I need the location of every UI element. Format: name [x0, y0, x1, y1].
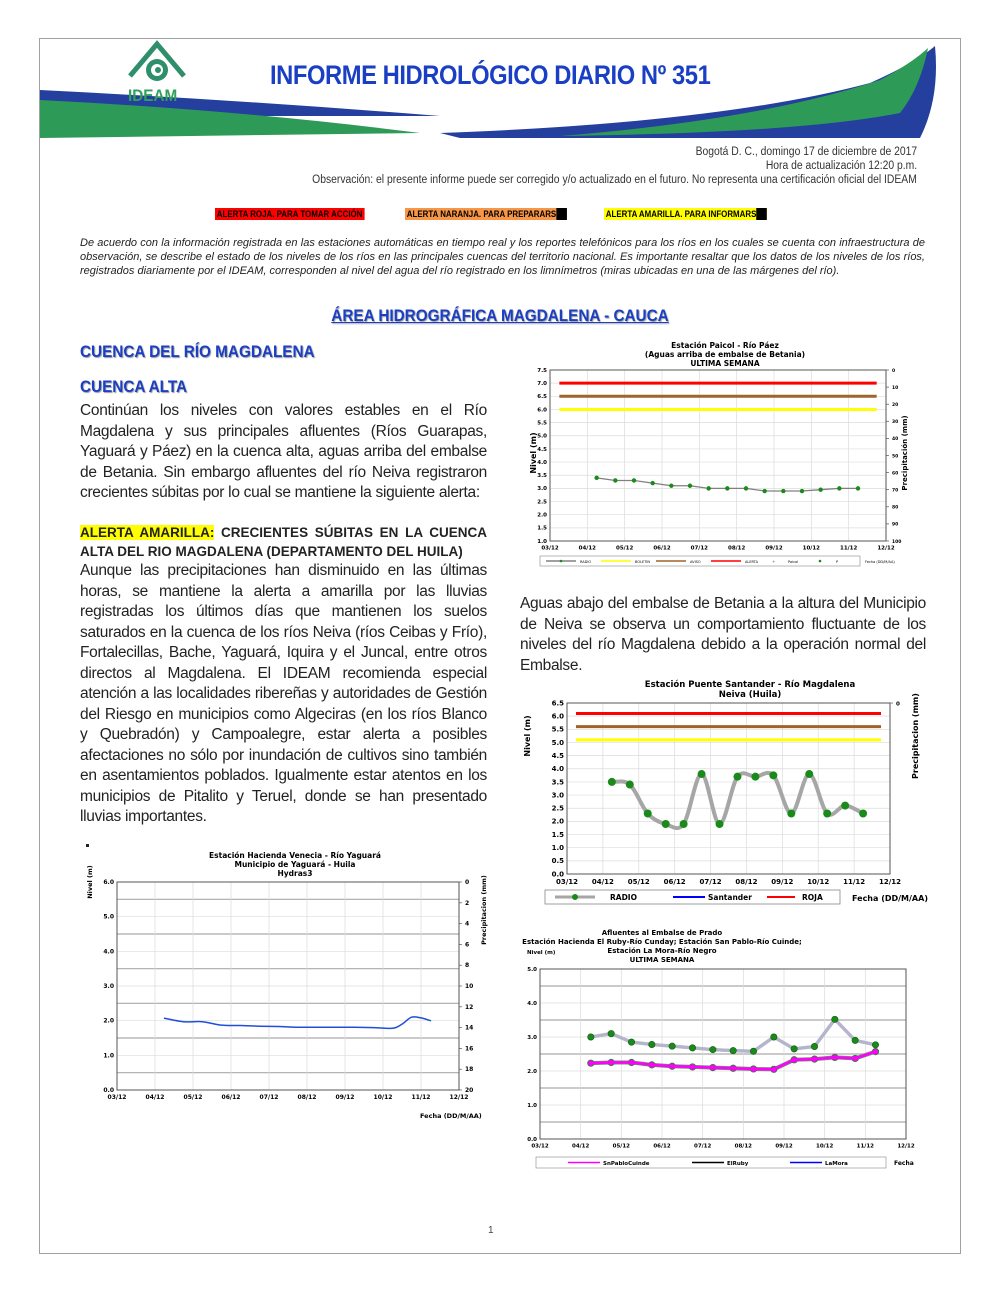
page-number: 1: [488, 1225, 494, 1236]
svg-text:07/12: 07/12: [690, 545, 708, 552]
svg-text:BOLETIN: BOLETIN: [635, 560, 651, 564]
svg-text:03/12: 03/12: [107, 1094, 127, 1101]
svg-text:07/12: 07/12: [699, 878, 722, 886]
svg-text:0.0: 0.0: [551, 870, 564, 879]
svg-text:14: 14: [465, 1024, 474, 1032]
svg-text:11/12: 11/12: [840, 545, 858, 552]
svg-text:08/12: 08/12: [734, 1143, 752, 1150]
svg-text:16: 16: [465, 1045, 474, 1053]
svg-text:Estación La Mora-Río Negro: Estación La Mora-Río Negro: [607, 947, 717, 955]
chart-afluentes-prado: [510, 925, 930, 1175]
y2-axis-label: Precipitación (mm): [901, 415, 909, 491]
svg-text:2: 2: [465, 899, 470, 907]
alert-yellow-legend: ALERTA AMARILLA. PARA INFORMARS: [604, 208, 767, 220]
svg-text:3.5: 3.5: [551, 778, 564, 787]
svg-text:60: 60: [892, 471, 899, 477]
svg-text:04/12: 04/12: [145, 1094, 165, 1101]
svg-text:08/12: 08/12: [297, 1094, 317, 1101]
svg-text:07/12: 07/12: [259, 1094, 279, 1101]
svg-text:4.0: 4.0: [551, 765, 564, 774]
svg-text:4.0: 4.0: [103, 948, 114, 956]
svg-text:ULTIMA SEMANA: ULTIMA SEMANA: [629, 956, 695, 964]
svg-text:LaMora: LaMora: [825, 1161, 848, 1167]
y-axis-label: Nivel (m): [527, 950, 556, 956]
chart-title: Afluentes al Embalse de Prado: [601, 929, 723, 937]
update-time: Hora de actualización 12:20 p.m.: [765, 160, 917, 172]
svg-text:7.0: 7.0: [537, 380, 547, 387]
svg-text:08/12: 08/12: [728, 545, 746, 552]
svg-text:08/12: 08/12: [735, 878, 758, 886]
alert-orange-legend: ALERTA NARANJA. PARA PREPARARS: [405, 208, 567, 220]
svg-text:3.5: 3.5: [537, 473, 547, 480]
svg-text:4.5: 4.5: [551, 751, 564, 760]
svg-text:AVISO: AVISO: [690, 560, 701, 564]
svg-text:12/12: 12/12: [877, 545, 895, 552]
chart-title: Estación Puente Santander - Río Magdalena: [644, 680, 856, 690]
svg-text:P: P: [836, 560, 839, 564]
svg-text:Santander: Santander: [708, 893, 752, 902]
y-axis-label: Nivel (m): [86, 865, 94, 899]
svg-text:12: 12: [465, 1003, 474, 1011]
svg-text:6.0: 6.0: [103, 879, 114, 886]
svg-text:11/12: 11/12: [856, 1143, 874, 1150]
svg-text:05/12: 05/12: [616, 545, 634, 552]
svg-text:50: 50: [892, 454, 899, 460]
svg-text:ROJA: ROJA: [802, 893, 823, 902]
area-title: ÁREA HIDROGRÁFICA MAGDALENA - CAUCA: [331, 306, 669, 325]
svg-text:1.0: 1.0: [551, 844, 564, 853]
svg-text:Fecha: Fecha: [894, 1160, 914, 1167]
svg-text:6.5: 6.5: [551, 699, 564, 708]
intro-paragraph: De acuerdo con la información registrada en las estaciones automáticas en tiempo real y los reportes telefónicos para los ríos en los cuales se cuenta con infraestructura de observación, se describe el estado de los niveles de los ríos en las principales cuencas del territorio nacional. Es importante resaltar que los datos de los niveles de los ríos, registrados diariamente por el IDEAM, corresponden al nivel del agua del río registrado en los limnímetros (miras ubicadas en una de las márgenes del río).: [80, 237, 925, 277]
svg-text:Fecha (DD/M/AA): Fecha (DD/M/AA): [420, 1112, 482, 1120]
svg-text:0: 0: [465, 879, 470, 886]
svg-text:11/12: 11/12: [411, 1094, 431, 1101]
svg-text:2.5: 2.5: [537, 499, 547, 506]
svg-text:Fecha (DD/M/AA): Fecha (DD/M/AA): [852, 894, 928, 903]
svg-text:6.5: 6.5: [537, 394, 547, 401]
svg-text:70: 70: [892, 488, 899, 494]
svg-text:SnPabloCuinde: SnPabloCuinde: [603, 1161, 650, 1167]
svg-text:05/12: 05/12: [183, 1094, 203, 1101]
svg-text:09/12: 09/12: [775, 1143, 793, 1150]
svg-text:20: 20: [892, 403, 899, 409]
svg-text:06/12: 06/12: [221, 1094, 241, 1101]
svg-text:1.5: 1.5: [551, 830, 564, 839]
svg-text:10: 10: [892, 385, 899, 391]
svg-text:Hydras3: Hydras3: [277, 869, 313, 878]
svg-text:+: +: [772, 559, 776, 564]
alert-red-legend: ALERTA ROJA. PARA TOMAR ACCIÓN: [216, 209, 363, 219]
svg-text:03/12: 03/12: [541, 545, 559, 552]
svg-text:3.0: 3.0: [527, 1034, 537, 1041]
svg-text:03/12: 03/12: [531, 1143, 549, 1150]
svg-text:04/12: 04/12: [572, 1143, 590, 1150]
svg-text:6.0: 6.0: [537, 407, 547, 414]
chart-title: Estación Paicol - Río Páez: [671, 341, 779, 350]
svg-text:5.0: 5.0: [527, 966, 537, 973]
svg-text:5.0: 5.0: [537, 433, 547, 440]
report-date: Bogotá D. C., domingo 17 de diciembre de 2017: [695, 146, 917, 158]
y2-axis-label: Precipitacion (mm): [911, 693, 920, 779]
svg-text:ElRuby: ElRuby: [727, 1161, 749, 1167]
svg-text:Neiva (Huila): Neiva (Huila): [718, 690, 782, 700]
svg-text:100: 100: [892, 539, 902, 545]
svg-text:7.5: 7.5: [537, 367, 547, 374]
svg-text:20: 20: [465, 1087, 474, 1094]
svg-text:1.0: 1.0: [527, 1102, 537, 1109]
chart-puente-santander: [510, 676, 930, 908]
svg-text:12/12: 12/12: [897, 1143, 915, 1150]
svg-text:40: 40: [892, 437, 899, 443]
svg-text:5.5: 5.5: [551, 725, 564, 734]
svg-text:ULTIMA SEMANA: ULTIMA SEMANA: [690, 359, 760, 368]
svg-text:06/12: 06/12: [653, 1143, 671, 1150]
svg-text:05/12: 05/12: [612, 1143, 630, 1150]
svg-text:2.0: 2.0: [527, 1068, 537, 1075]
svg-text:10/12: 10/12: [802, 545, 820, 552]
svg-text:18: 18: [465, 1066, 474, 1074]
svg-text:04/12: 04/12: [578, 545, 596, 552]
svg-text:06/12: 06/12: [653, 545, 671, 552]
chart-paicol: [510, 338, 930, 573]
svg-text:4.5: 4.5: [537, 446, 547, 453]
svg-text:1.0: 1.0: [103, 1052, 114, 1060]
svg-text:3.0: 3.0: [551, 791, 564, 800]
y-axis-label: Nivel (m): [523, 715, 532, 757]
svg-text:0.0: 0.0: [103, 1087, 114, 1094]
svg-text:80: 80: [892, 505, 899, 511]
svg-text:11/12: 11/12: [843, 878, 866, 886]
svg-text:6: 6: [465, 941, 470, 949]
svg-text:0.0: 0.0: [527, 1136, 537, 1143]
y2-axis-label: Precipitacion (mm): [480, 875, 488, 945]
svg-text:09/12: 09/12: [771, 878, 794, 886]
neiva-paragraph: Aguas abajo del embalse de Betania a la altura del Municipio de Neiva se observa un comportamiento fluctuante de los niveles del río Magdalena debido a la operación normal del Embalse.: [520, 595, 926, 674]
svg-text:6.0: 6.0: [551, 712, 564, 721]
y-axis-label: Nivel (m): [529, 432, 538, 474]
svg-text:12/12: 12/12: [449, 1094, 469, 1101]
svg-text:90: 90: [892, 522, 899, 528]
basin-paragraph: Continúan los niveles con valores estables en el Río Magdalena y sus principales afluentes (Ríos Guarapas, Yaguará y Páez) en la cuenca alta, aguas arriba del embalse de Betania. Sin embargo afluentes del río Neiva registraron crecientes súbitas por lo cual se mantiene la siguiente alerta:: [80, 402, 487, 501]
svg-text:RADIO: RADIO: [580, 560, 592, 564]
svg-text:5.5: 5.5: [537, 420, 547, 427]
ideam-logo-text: IDEAM: [128, 86, 178, 105]
svg-text:1.0: 1.0: [537, 538, 547, 545]
svg-text:0: 0: [896, 701, 900, 708]
alert-paragraph: Aunque las precipitaciones han disminuido en las últimas horas, se mantiene la alerta a amarilla por las lluvias registradas los últimos días que mantienen los suelos saturados en la cuenca de los ríos Neiva (ríos Ceibas y Frío), Fortalecillas, Bache, Yaguará, Iquira y el Juncal, entre otros directos al Magdalena. El IDEAM recomienda especial atención a las localidades ribereñas y autoridades de Gestión del Riesgo en municipios como Algeciras (en los ríos Blanco y Quebradón) y Campoalegre, estar alerta a posibles afectaciones no sólo por inundación de cultivos sino también en asentamientos poblados. Igualmente estar atentos en los municipios de Pitalito y Teruel, donde se han presentado lluvias importantes.: [80, 562, 487, 825]
svg-text:0.5: 0.5: [551, 857, 564, 866]
svg-text:Municipio de Yaguará - Huila: Municipio de Yaguará - Huila: [234, 860, 356, 869]
svg-text:30: 30: [892, 420, 899, 426]
svg-text:3.0: 3.0: [103, 983, 114, 990]
svg-text:04/12: 04/12: [591, 878, 614, 886]
svg-text:RADIO: RADIO: [610, 893, 637, 902]
svg-text:3.0: 3.0: [537, 486, 547, 493]
svg-text:2.0: 2.0: [537, 512, 547, 519]
svg-text:10: 10: [465, 983, 474, 990]
chart-hacienda-venecia: [80, 840, 500, 1125]
alert-label: ALERTA AMARILLA:: [80, 525, 215, 540]
svg-text:2.0: 2.0: [103, 1017, 114, 1025]
svg-text:03/12: 03/12: [555, 878, 579, 886]
svg-text:4.0: 4.0: [537, 459, 547, 466]
svg-text:5.0: 5.0: [551, 738, 564, 747]
yellow-alert-heading: [80, 523, 487, 561]
svg-text:12/12: 12/12: [878, 878, 902, 886]
svg-text:1.5: 1.5: [537, 525, 547, 532]
svg-text:2.5: 2.5: [551, 804, 564, 813]
svg-text:10/12: 10/12: [807, 878, 830, 886]
svg-text:06/12: 06/12: [663, 878, 686, 886]
svg-text:Estación Hacienda El Ruby-Río: Estación Hacienda El Ruby-Río Cunday; Estación San Pablo-Río Cuinde;: [522, 938, 802, 946]
svg-text:4.0: 4.0: [527, 1000, 537, 1007]
svg-text:ALERTA: ALERTA: [745, 560, 758, 564]
svg-text:0: 0: [892, 368, 896, 374]
report-title: INFORME HIDROLÓGICO DIARIO Nº 351: [270, 60, 711, 90]
svg-text:Fecha (DD/M/AA): Fecha (DD/M/AA): [865, 560, 895, 564]
svg-text:07/12: 07/12: [694, 1143, 712, 1150]
sub-basin-heading: CUENCA ALTA: [80, 377, 188, 396]
svg-text:8: 8: [465, 962, 470, 970]
svg-text:(Aguas arriba de embalse de Be: (Aguas arriba de embalse de Betania): [644, 350, 806, 359]
svg-text:5.0: 5.0: [103, 913, 114, 921]
svg-text:2.0: 2.0: [551, 817, 564, 826]
svg-text:Paicol: Paicol: [788, 560, 799, 564]
svg-text:10/12: 10/12: [373, 1094, 393, 1101]
observation-note: Observación: el presente informe puede ser corregido y/o actualizado en el futuro. No representa una certificación oficial del IDEAM: [312, 174, 917, 186]
basin-heading: CUENCA DEL RÍO MAGDALENA: [80, 342, 315, 361]
alert-title: CRECIENTES SÚBITAS EN LA CUENCA ALTA DEL RIO MAGDALENA (DEPARTAMENTO DEL HUILA): [80, 525, 487, 559]
svg-text:09/12: 09/12: [765, 545, 783, 552]
svg-text:10/12: 10/12: [816, 1143, 834, 1150]
svg-text:4: 4: [465, 920, 470, 928]
chart-title: Estación Hacienda Venecia - Río Yaguará: [209, 851, 381, 860]
svg-text:05/12: 05/12: [627, 878, 650, 886]
svg-text:09/12: 09/12: [335, 1094, 355, 1101]
